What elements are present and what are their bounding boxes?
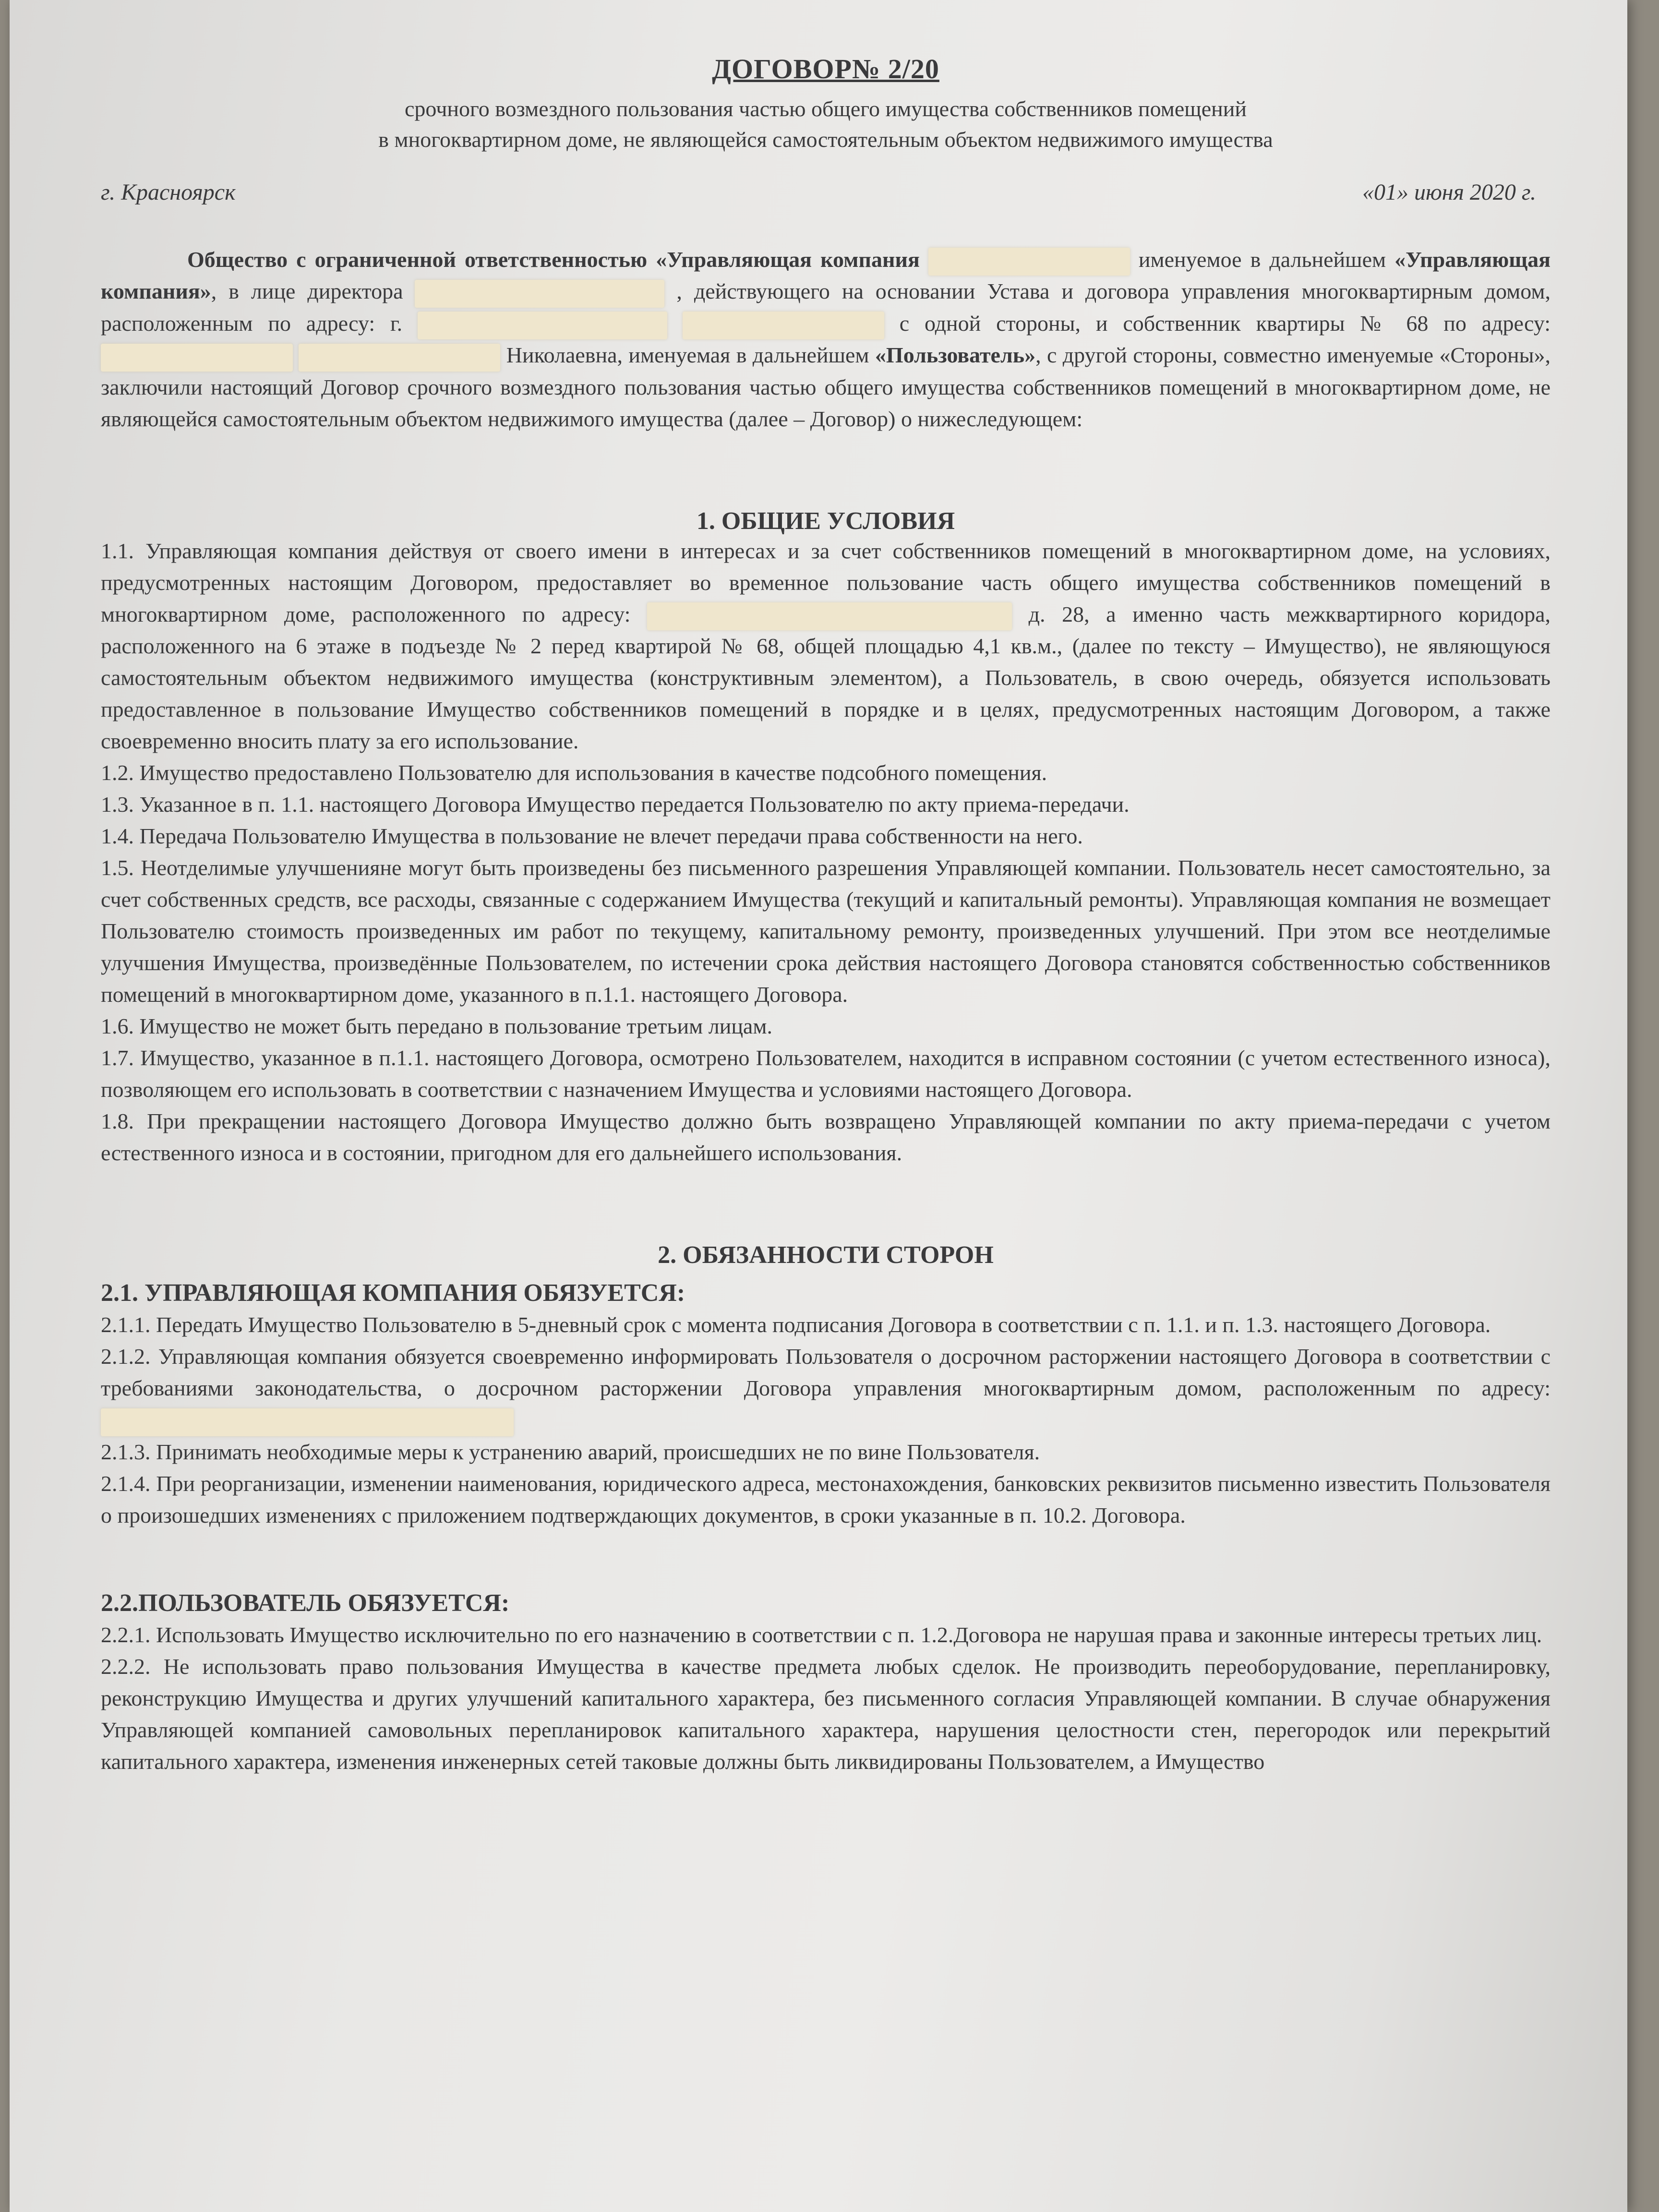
clause-2-2-1: 2.2.1. Использовать Имущество исключительно по его назначению в соответствии с п. 1.2.Договора не нарушая права и законные интересы третьих лиц. [101,1622,1542,1647]
clause-2-1-1: 2.1.1. Передать Имущество Пользователю в 5-дневный срок с момента подписания Договора в соответствии с п. 1.1. и п. 1.3. настоящего Договора. [101,1312,1491,1337]
clause-1-8: 1.8. При прекращении настоящего Договора Имущество должно быть возвращено Управляющей компании по акту приема-передачи с учетом естественного износа и в состоянии, пригодном для его дальнейшего использования. [101,1109,1551,1166]
clause-2-1-4: 2.1.4. При реорганизации, изменении наименования, юридического адреса, местонахождения, банковских реквизитов письменно известить Пользователя о произошедших изменениях с приложением подтверждающих документов, в сроки указанные в п. 10.2. Договора. [101,1471,1551,1527]
clause-1-6: 1.6. Имущество не может быть передано в пользование третьим лицам. [101,1014,772,1039]
clause-2-1-2: 2.1.2. Управляющая компания обязуется своевременно информировать Пользователя о досрочном расторжении настоящего Договора в соответствии с требованиями законодательства, о досрочном расторжении Договора управления многоквартирным домом, расположенным по адресу: [101,1341,1551,1436]
clause-1-4: 1.4. Передача Пользователю Имущества в пользование не влечет передачи права собственности на него. [101,824,1083,849]
clause-1-1: 1.1. Управляющая компания действуя от своего имени в интересах и за счет собственников помещений в многоквартирном доме, на условиях, предусмотренных настоящим Договором, предоставляет во временное пользование часть общего имущества собственников помещений в многоквартирном доме, расположенного по адресу: д. 28, а именно часть межквартирного коридора, расположенного на 6 этаже в подъезде № 2 перед квартирой № 68, общей площадью 4,1 кв.м., (далее по тексту – Имущество), не являющуюся самостоятельным объектом недвижимого имущества (конструктивным элементом), а Пользователь, в свою очередь, обязуется использовать предоставленное в пользование Имущество собственников помещений в порядке и в целях, предусмотренных настоящим Договором, а также своевременно вносить плату за его использование. [101,538,1551,754]
document-sheet [10,0,1627,2212]
clause-1-3: 1.3. Указанное в п. 1.1. настоящего Договора Имущество передается Пользователю по акту приема-передачи. [101,792,1130,817]
redacted-address-2-1-2 [101,1408,514,1436]
city: г. Красноярск [101,180,236,205]
subsection-2-1-title: 2.1. УПРАВЛЯЮЩАЯ КОМПАНИЯ ОБЯЗУЕТСЯ: [101,1279,685,1307]
section-2-title: 2. ОБЯЗАННОСТИ СТОРОН [658,1241,994,1269]
clause-1-5: 1.5. Неотделимые улучшенияне могут быть произведены без письменного разрешения Управляющей компании. Пользователь несет самостоятельно, за счет собственных средств, все расходы, связанные с содержанием Имущества (текущий и капитальный ремонты). Управляющая компания не возмещает Пользователю стоимость произведенных им работ по текущему, капитальному ремонту, произведенных улучшений. При этом все неотделимые улучшения Имущества, произведённые Пользователем, по истечении срока действия настоящего Договора становятся собственностью собственников помещений в многоквартирном доме, указанного в п.1.1. настоящего Договора. [101,855,1551,1007]
document-content [101,53,1551,1778]
document-subtitle-line-1: срочного возмездного пользования частью общего имущества собственников помещений [405,96,1247,121]
redacted-director-name [415,280,664,308]
redacted-address-2 [683,312,884,339]
section-1-title: 1. ОБЩИЕ УСЛОВИЯ [696,507,955,535]
clause-1-7: 1.7. Имущество, указанное в п.1.1. настоящего Договора, осмотрено Пользователем, находится в исправном состоянии (с учетом естественного износа), позволяющем его использовать в соответствии с назначением Имущества и условиями настоящего Договора. [101,1046,1551,1102]
clause-2-2-2: 2.2.2. Не использовать право пользования Имущества в качестве предмета любых сделок. Не производить переоборудование, перепланировку, реконструкцию Имущества и других улучшений капитального характера, без письменного согласия Управляющей компании. В случае обнаружения Управляющей компанией самовольных перепланировок капитального характера, нарушения целостности стен, перегородок или перекрытий капитального характера, изменения инженерных сетей таковые должны быть ликвидированы Пользователем, а Имущество [101,1654,1551,1774]
redacted-owner-name [299,344,500,372]
redacted-address-3 [101,344,293,372]
clause-1-2: 1.2. Имущество предоставлено Пользователю для использования в качестве подсобного помещения. [101,760,1047,785]
redacted-address [418,312,667,339]
redacted-address-clause [647,602,1012,630]
place-date-row [101,179,1551,205]
subsection-2-2-title: 2.2.ПОЛЬЗОВАТЕЛЬ ОБЯЗУЕТСЯ: [101,1589,510,1617]
preamble: Общество с ограниченной ответственностью «Управляющая компания именуемое в дальнейшем «Управляющая компания», в лице директора , действующего на основании Устава и договора управления многоквартирным домом, расположенным по адресу: г. с одной стороны, и собственник квартиры № 68 по адресу: Николаевна, именуемая в дальнейшем «Пользователь», с другой стороны, совместно именуемые «Стороны», заключили настоящий Договор срочного возмездного пользования частью общего имущества собственников помещений в многоквартирном доме, не являющейся самостоятельным объектом недвижимого имущества (далее – Договор) о нижеследующем: [101,247,1551,431]
document-subtitle-line-2: в многоквартирном доме, не являющейся самостоятельным объектом недвижимого имущества [378,127,1273,152]
document-title: ДОГОВОР№ 2/20 [712,53,939,84]
redacted-company-name [928,248,1130,276]
clause-2-1-3: 2.1.3. Принимать необходимые меры к устранению аварий, происшедших не по вине Пользователя. [101,1439,1040,1464]
contract-date: «01» июня 2020 г. [1362,180,1536,205]
